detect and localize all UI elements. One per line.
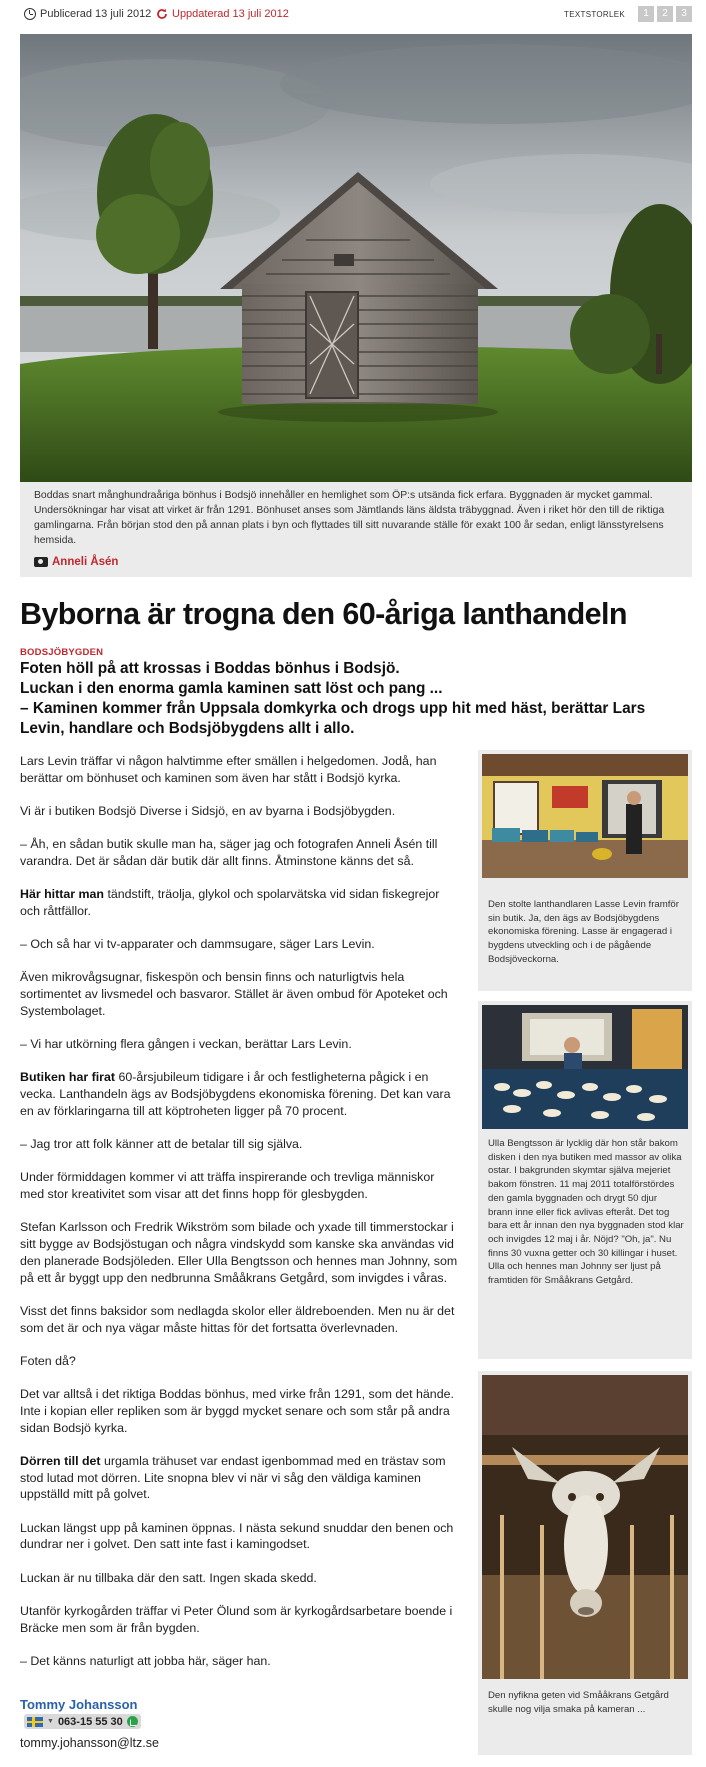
- store-photo-caption: Den stolte lanthandlaren Lasse Levin framför sin butik. Ja, den ägs av Bodsjöbygdens ekonomiska förening. Lasse är engagerad i bygdens utveckling och i de pågående Bodsjöveckorna.: [488, 899, 679, 965]
- article-meta-bar: [20, 6, 692, 24]
- goat-photo[interactable]: [482, 1375, 688, 1679]
- aside-photo-cheese: [478, 1001, 692, 1359]
- body-paragraph: Under förmiddagen kommer vi att träffa inspirerande och trevliga människor med stor kreativitet som visar att det finns hopp för glesbygden.: [20, 1170, 435, 1202]
- author-phone[interactable]: [24, 1714, 141, 1729]
- body-paragraph: Vi är i butiken Bodsjö Diverse i Sidsjö, en av byarna i Bodsjöbygden.: [20, 803, 396, 818]
- article-category[interactable]: BODSJÖBYGDEN: [20, 647, 104, 658]
- goat-photo-caption: Den nyfikna geten vid Smååkrans Getgård skulle nog vilja smaka på kameran ...: [488, 1690, 669, 1715]
- body-paragraph: Stefan Karlsson och Fredrik Wikström som bilade och yxade till timmerstockar i sitt bygge av Bodsjöstugan och några vindskydd som kanske ska användas vid den planerade Bodsjöleden. Eller Ulla Bengtsson och hennes man Johnny, som på ett år byggt upp den nedbrunna Smååkrans Getgård, som invigdes i våras.: [20, 1220, 458, 1285]
- body-paragraph: Foten då?: [20, 1353, 76, 1368]
- text-size-3-button[interactable]: 3: [676, 6, 692, 22]
- hero-caption: Boddas snart månghundraåriga bönhus i Bodsjö innehåller en hemlighet som ÖP:s utsända fick erfara. Byggnaden är mycket gammal. Undersökningar har visat att virket är från 1291. Bönhuset anses som Jämtlands läns äldsta träbyggnad. Även i riket hör den till de riktiga gamlingarna. Från början stod den på annan plats i byn och flyttades till sitt nuvarande ställe för exakt 100 år sedan, enligt länsstyrelsens hemsida.: [34, 490, 665, 546]
- camera-icon: [34, 557, 48, 567]
- body-paragraph: Lars Levin träffar vi någon halvtimme efter smällen i helgedomen. Jodå, han berättar om bönhuset och kaminen som även har stått i Bodsjö kyrka.: [20, 754, 437, 785]
- body-paragraph: – Jag tror att folk känner att de betalar till sig själva.: [20, 1137, 303, 1152]
- updated-info: [156, 8, 289, 20]
- updated-date: Uppdaterad 13 juli 2012: [172, 8, 289, 20]
- phone-icon[interactable]: [127, 1716, 138, 1727]
- body-paragraph: Även mikrovågsugnar, fiskespön och bensin finns och naturligtvis hela sortimentet av livsmedel och basvaror. Stället är även ombud för Apoteket och Systembolaget.: [20, 970, 448, 1018]
- cheese-photo[interactable]: [482, 1005, 688, 1129]
- text-size-2-button[interactable]: 2: [657, 6, 673, 22]
- aside-photo-goat: [478, 1371, 692, 1755]
- body-paragraph: Utanför kyrkogården träffar vi Peter Ölund som är kyrkogårdsarbetare boende i Bräcke men som är från bygden.: [20, 1603, 453, 1635]
- clock-icon: [24, 8, 36, 20]
- lead-line: Foten höll på att krossas i Boddas bönhus i Bodsjö.: [20, 660, 400, 677]
- chevron-down-icon: ▼: [47, 1718, 54, 1725]
- photographer-credit: [34, 556, 118, 568]
- refresh-icon: [156, 8, 168, 20]
- store-photo[interactable]: [482, 754, 688, 878]
- body-paragraph: – Åh, en sådan butik skulle man ha, säger jag och fotografen Anneli Åsén till varandra. Det är sådan där butik där allt finns. Åtminstone känns det så.: [20, 837, 438, 868]
- lead-line: Luckan i den enorma gamla kaminen satt löst och pang ...: [20, 680, 443, 697]
- author-name[interactable]: Tommy Johansson: [20, 1697, 138, 1712]
- body-paragraph: Luckan längst upp på kaminen öppnas. I nästa sekund snuddar den benen och dundrar ner i golvet. Den satt inte fast i kamingodset.: [20, 1520, 454, 1552]
- sweden-flag-icon: [27, 1717, 43, 1727]
- photographer-name: Anneli Åsén: [52, 556, 119, 568]
- published-date: Publicerad 13 juli 2012: [40, 8, 152, 20]
- body-paragraph: Dörren till det urgamla trähuset var endast igenbommad med en trästav som stod lutad mot dörren. Lite snopna blev vi när vi såg den väldiga kaminen uppställd mitt på golvet.: [20, 1453, 446, 1502]
- article-headline: Byborna är trogna den 60-åriga lanthandeln: [20, 597, 627, 631]
- aside-photo-store: [478, 750, 692, 991]
- phone-number: 063-15 55 30: [57, 1715, 123, 1728]
- text-size-label: TEXTSTORLEK: [564, 9, 625, 19]
- body-paragraph: Visst det finns baksidor som nedlagda skolor eller äldreboenden. Men nu är det som det är och nya vägar måste hittas för det fortsatta överlevnaden.: [20, 1303, 455, 1335]
- body-paragraph: Butiken har firat 60-årsjubileum tidigare i år och festligheterna pågick i en vecka. Lanthandeln ägs av Bodsjöbygdens ekonomiska förening. Det kan vara en av förklaringarna till att köptroheten ligger på 70 procent.: [20, 1070, 451, 1118]
- hero-figure: [20, 34, 692, 577]
- body-paragraph: Här hittar man tändstift, träolja, glykol och spolarvätska vid sidan fiskegrejor och råttfällor.: [20, 887, 440, 918]
- published-info: [24, 8, 151, 20]
- cheese-photo-caption: Ulla Bengtsson är lycklig där hon står bakom disken i den nya butiken med massor av olika ostar. I bakgrunden skymtar själva mejeriet bakom fönstren. 11 maj 2011 totalförstördes den gamla byggnaden och drygt 50 djur brann inne eller fick avlivas efteråt. Det tog bara ett år innan den nya byggnaden stod klar och invigdes 12 maj i år. Nöjd? "Oh, ja". Nu finns 30 vuxna getter och 30 killingar i huset. Ulla och hennes man Johnny ser ljust på framtiden för Smååkrans Getgård.: [488, 1138, 684, 1287]
- body-paragraph: – Det känns naturligt att jobba här, säger han.: [20, 1653, 271, 1668]
- body-paragraph: – Och så har vi tv-apparater och dammsugare, säger Lars Levin.: [20, 937, 375, 952]
- text-size-control: [564, 6, 692, 22]
- body-paragraph: – Vi har utkörning flera gången i veckan, berättar Lars Levin.: [20, 1037, 352, 1052]
- lead-line: – Kaminen kommer från Uppsala domkyrka och drogs upp hit med häst, berättar Lars Levin, handlare och Bodsjöbygdens allt i allo.: [20, 700, 646, 737]
- article-lead: [20, 659, 692, 739]
- body-paragraph: Det var alltså i det riktiga Boddas bönhus, med virke från 1291, som det hände. Inte i kopian eller repliken som är byggd mycket senare och som står på andra sidan Bodsjö kyrka.: [20, 1387, 454, 1435]
- text-size-1-button[interactable]: 1: [638, 6, 654, 22]
- body-paragraph: Luckan är nu tillbaka där den satt. Ingen skada skedd.: [20, 1570, 317, 1585]
- hero-photo[interactable]: [20, 34, 692, 482]
- article-body: [20, 753, 460, 1686]
- author-email[interactable]: tommy.johansson@ltz.se: [20, 1736, 159, 1750]
